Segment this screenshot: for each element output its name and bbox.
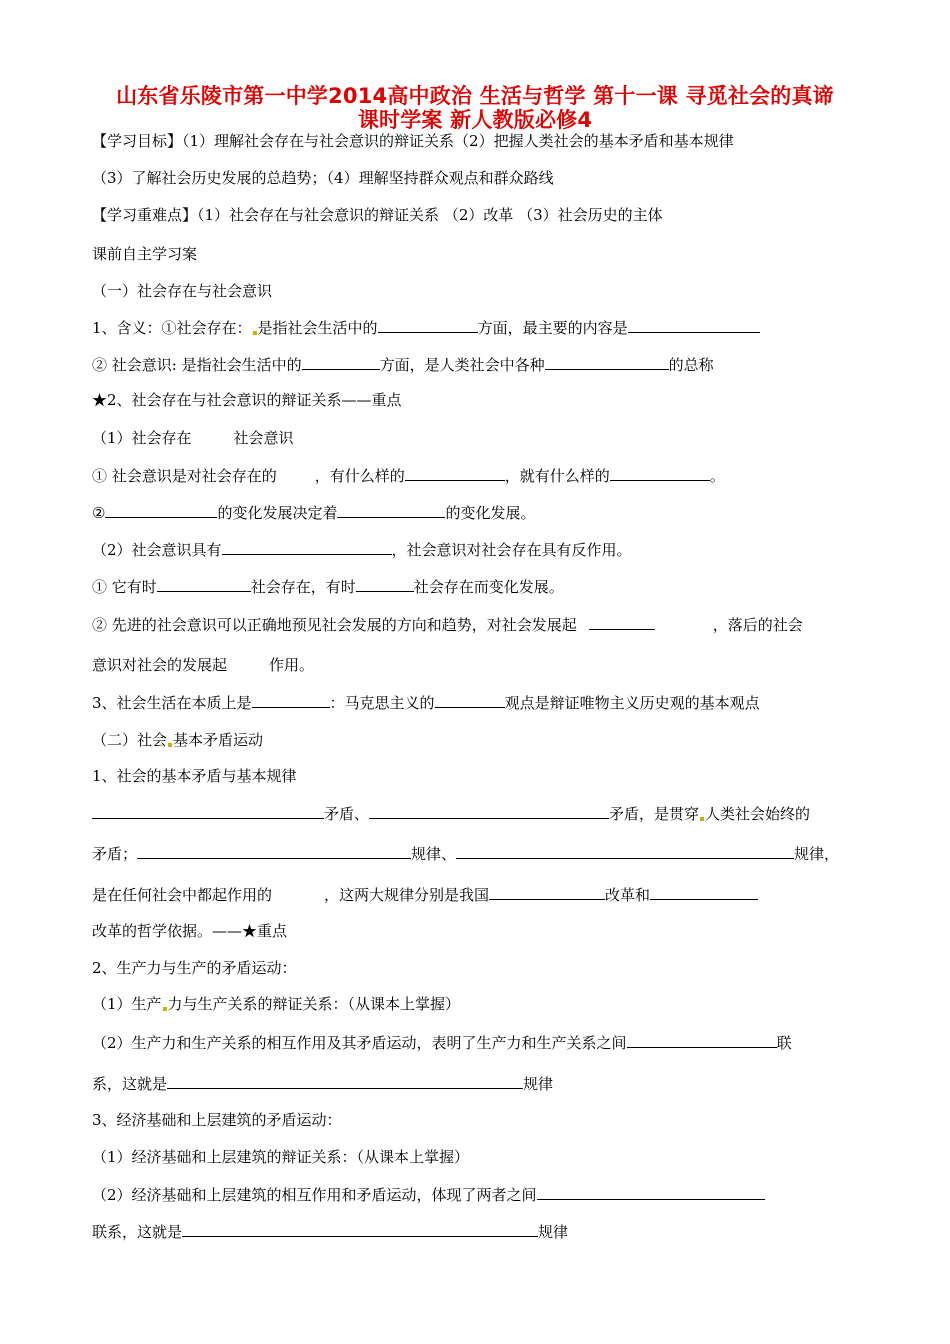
s1-q1-2-line [92,354,714,375]
answer-blank[interactable] [378,317,478,333]
answer-blank[interactable] [302,354,380,370]
answer-blank[interactable] [222,539,392,555]
text: 矛盾，是贯穿 [609,805,700,823]
answer-blank[interactable] [589,614,655,630]
text: 作用。 [269,656,315,674]
text: 规律、 [411,845,457,863]
text: 3、社会生活在本质上是 [92,694,252,712]
learning-goals-line1 [92,131,734,151]
answer-blank[interactable] [650,884,758,900]
answer-blank[interactable] [92,803,324,819]
text: 观点是辩证唯物主义历史观的基本观点 [504,694,760,712]
text: 是在任何社会中都起作用的 [92,886,273,904]
answer-blank[interactable] [182,1221,538,1237]
answer-blank[interactable] [537,1184,765,1200]
document-title-line1: 山东省乐陵市第一中学2014高中政治 生活与哲学 第十一课 寻觅社会的真谛 [116,84,834,108]
text: 方面，最主要的内容是 [477,319,628,337]
answer-blank[interactable] [435,692,505,708]
s1-q2-1 [92,428,294,448]
text: 规律， [794,845,840,863]
text: 矛盾； [92,845,138,863]
s2-q1-line2 [92,843,839,864]
text: ② [92,504,106,522]
text: 矛盾、 [324,805,370,823]
text: 系，这就是 [92,1075,168,1093]
answer-blank[interactable] [167,1073,523,1089]
text: 社会意识 [233,429,294,447]
stray-mark [700,817,704,821]
text: ① 社会意识是对社会存在的 [92,467,277,485]
s2-q1-line4: 改革的哲学依据。——★重点 [92,922,288,940]
s2-q2-heading: 2、生产力与生产的矛盾运动： [92,959,297,977]
text: 的总称 [668,356,714,374]
text: 1、含义：①社会存在： [92,319,252,337]
answer-blank[interactable] [628,317,760,333]
answer-blank[interactable] [545,354,669,370]
text: ，就有什么样的 [504,467,610,485]
answer-blank[interactable] [337,502,445,518]
answer-blank[interactable] [356,576,414,592]
key-points [92,205,663,225]
text: 规律 [523,1075,554,1093]
answer-blank[interactable] [369,803,609,819]
section2-heading [92,730,263,750]
s1-q2-1-1 [92,465,725,486]
s2-q1-line3 [92,884,758,905]
answer-blank[interactable] [627,1032,777,1048]
s1-q3 [92,692,760,713]
text: ① 它有时 [92,578,157,596]
stray-mark [168,743,172,747]
pre-class-heading: 课前自主学习案 [92,245,198,263]
text: 的变化发展决定着 [217,504,338,522]
text: 社会存在，有时 [250,578,356,596]
text: 是指社会生活中的 [257,319,378,337]
text: 的变化发展。 [445,504,536,522]
s2-q2-2-cont [92,1073,553,1094]
text: ，落后的社会 [712,616,803,634]
document-title-line2: 课时学案 新人教版必修4 [357,108,593,132]
key-points-text: （1）社会存在与社会意识的辩证关系 （2）改革 （3）社会历史的主体 [197,206,663,224]
s1-q1-line [92,317,760,338]
answer-blank[interactable] [456,843,794,859]
text: 社会存在而变化发展。 [413,578,564,596]
s1-q2-2-2 [92,614,803,635]
section1-heading: （一）社会存在与社会意识 [92,282,273,300]
s1-q2-1-2 [92,502,535,523]
text: 力与生产关系的辩证关系：（从课本上掌握） [167,995,461,1013]
answer-blank[interactable] [157,576,251,592]
s2-q2-1 [92,994,460,1014]
text: （1）社会存在 [92,429,192,447]
text: （二）社会 [92,731,168,749]
text: （2）经济基础和上层建筑的相互作用和矛盾运动，体现了两者之间 [92,1186,537,1204]
s2-q1-line1 [92,803,810,824]
answer-blank[interactable] [105,502,217,518]
text: ：马克思主义的 [329,694,435,712]
s1-q2-2-1 [92,576,564,597]
s1-q2-heading: ★2、社会存在与社会意识的辩证关系——重点 [92,391,402,409]
text: 人类社会始终的 [705,805,811,823]
answer-blank[interactable] [405,465,505,481]
text: ，社会意识对社会存在具有反作用。 [391,541,632,559]
text: 。 [709,467,725,485]
text: 联系，这就是 [92,1223,183,1241]
text: 意识对社会的发展起 [92,656,228,674]
answer-blank[interactable] [137,843,411,859]
text: 改革和 [605,886,651,904]
s2-q1-heading: 1、社会的基本矛盾与基本规律 [92,767,297,785]
s2-q3-1: （1）经济基础和上层建筑的辩证关系：（从课本上掌握） [92,1148,470,1166]
learning-goals-text1: （1）理解社会存在与社会意识的辩证关系（2）把握人类社会的基本矛盾和基本规律 [182,132,734,150]
answer-blank[interactable] [610,465,710,481]
text: ，这两大规律分别是我国 [324,886,490,904]
s2-q3-heading: 3、经济基础和上层建筑的矛盾运动： [92,1111,342,1129]
learning-goals-line2: （3）了解社会历史发展的总趋势；（4）理解坚持群众观点和群众路线 [92,169,554,187]
text: ② 社会意识: 是指社会生活中的 [92,356,302,374]
text: ，有什么样的 [314,467,405,485]
text: （1）生产 [92,995,162,1013]
answer-blank[interactable] [489,884,605,900]
stray-mark [253,331,257,335]
s1-q2-2 [92,539,632,560]
s1-q2-2-2-cont [92,655,314,675]
text: 方面，是人类社会中各种 [379,356,545,374]
s2-q3-2-cont [92,1221,568,1242]
learning-goals-label: 【学习目标】 [92,132,183,150]
s2-q3-2 [92,1184,765,1205]
s2-q2-2 [92,1032,792,1053]
answer-blank[interactable] [252,692,330,708]
text: 基本矛盾运动 [173,731,264,749]
stray-mark [163,1007,167,1011]
text: 规律 [538,1223,569,1241]
text: （2）社会意识具有 [92,541,222,559]
text: ② 先进的社会意识可以正确地预见社会发展的方向和趋势，对社会发展起 [92,616,577,634]
text: （2）生产力和生产关系的相互作用及其矛盾运动，表明了生产力和生产关系之间 [92,1034,627,1052]
text: 联 [776,1034,792,1052]
key-points-label: 【学习重难点】 [92,206,198,224]
